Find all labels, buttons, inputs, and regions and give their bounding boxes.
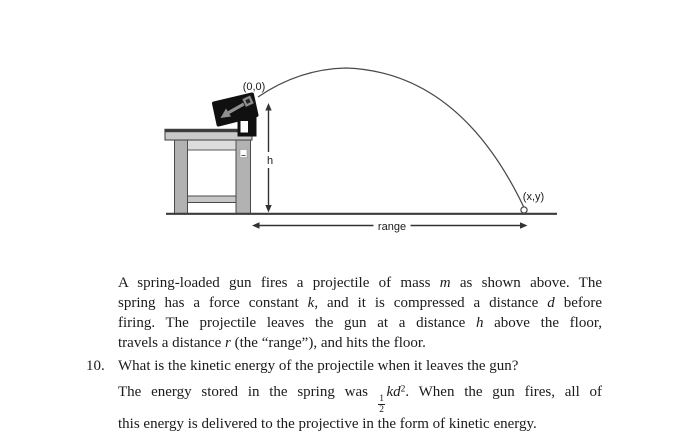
range-label: range <box>377 221 407 233</box>
answer-text <box>118 382 602 434</box>
paragraph-line-3: firing. The projectile leaves the gun at a distance h above the floor, <box>118 315 602 331</box>
clamp-screw-mark <box>240 150 247 158</box>
table-leg-right <box>236 136 251 214</box>
projectile-ball <box>521 207 527 213</box>
table-leg-left <box>175 140 188 214</box>
height-arrowhead-down-icon <box>265 205 271 213</box>
height-label: h <box>266 155 274 167</box>
table-apron <box>188 140 237 150</box>
fraction: $\frac{1}{2}$ <box>379 393 384 415</box>
answer-line-1: The energy stored in the spring was $\frac{1}{2}$ $kd^2$. When the gun fires, all of <box>118 384 603 415</box>
problem-paragraph <box>118 273 602 353</box>
trajectory-curve <box>258 68 524 207</box>
paragraph-line-2: spring has a force constant k, and it is compressed a distance d before <box>118 295 602 311</box>
question-number: 10. <box>86 358 105 374</box>
clamp-notch <box>241 121 249 133</box>
origin-label: (0,0) <box>242 81 266 93</box>
landing-label: (x,y) <box>522 191 545 203</box>
paragraph-line-4: travels a distance r (the “range”), and hits the floor. <box>118 335 426 351</box>
question-text: What is the kinetic energy of the projectile when it leaves the gun? <box>118 358 519 374</box>
paragraph-line-1: A spring-loaded gun fires a projectile of mass m as shown above. The <box>118 275 602 291</box>
table <box>165 129 253 214</box>
range-arrowhead-right-icon <box>520 222 528 228</box>
table-stretcher <box>188 196 237 203</box>
answer-line-2: this energy is delivered to the projective in the form of kinetic energy. <box>118 415 537 432</box>
